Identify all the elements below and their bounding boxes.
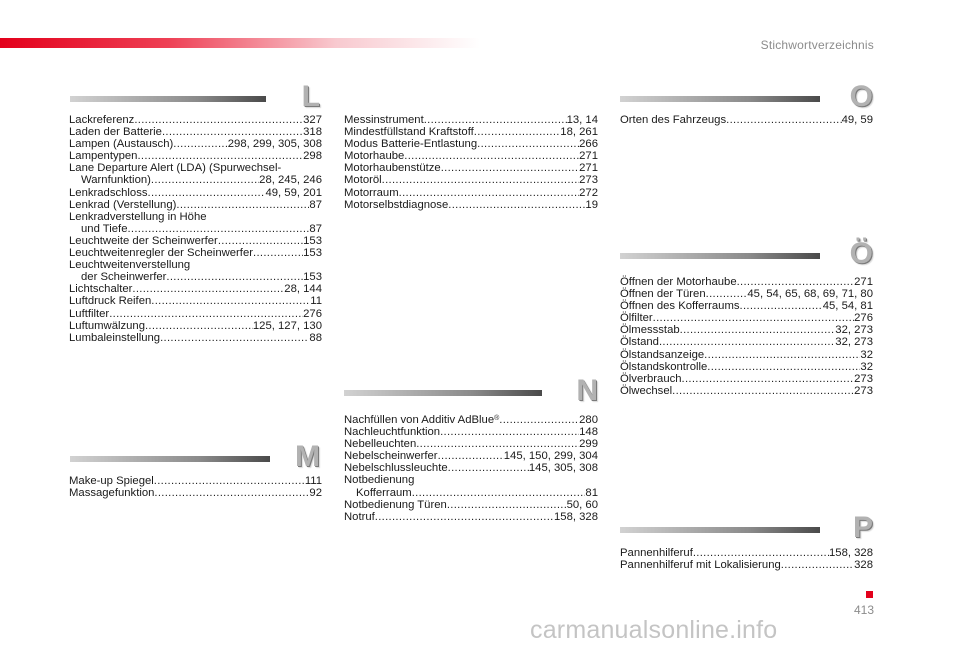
leader-dots (399, 187, 580, 199)
index-entry-pages: 32, 273 (835, 336, 873, 349)
index-entry (620, 114, 873, 126)
index-entry-term: Ölstandsanzeige (620, 348, 705, 361)
index-entry-pages: 145, 150, 299, 304 (503, 450, 598, 463)
index-entry (69, 332, 322, 344)
index-entry (344, 126, 598, 138)
leader-dots (166, 271, 303, 283)
index-entry-pages: 148 (579, 426, 598, 439)
index-entry-term: Öffnen der Türen (620, 288, 706, 301)
leader-dots (441, 162, 579, 174)
index-entry-pages: 32 (860, 360, 873, 373)
leader-dots (132, 283, 284, 295)
index-entry-term: Ölstandskontrolle (620, 360, 708, 373)
index-entry-term: Nachleuchtfunktion (344, 426, 441, 439)
index-entry-term: Lackreferenz (69, 114, 135, 126)
section-header-m (70, 438, 320, 473)
index-entry-pages: 298, 299, 305, 308 (227, 138, 322, 151)
section-letter: Ö (849, 237, 873, 270)
index-entry (344, 499, 598, 511)
index-entry-pages: 153 (303, 234, 322, 247)
index-entry (69, 475, 322, 487)
leader-dots (173, 138, 228, 150)
index-entry (620, 373, 873, 385)
index-entry (344, 462, 598, 474)
leader-dots (145, 320, 253, 332)
index-entry (344, 474, 598, 486)
leader-dots (707, 361, 860, 373)
leader-dots (375, 511, 554, 523)
index-entry (69, 283, 322, 295)
index-entry-term: Ölmessstab (620, 324, 680, 337)
index-entry-pages: 298 (303, 150, 322, 163)
index-entry (69, 247, 322, 259)
index-list-oe (620, 276, 873, 397)
index-entry-pages: 49, 59, 201 (265, 186, 322, 199)
index-entry-term: Nebelscheinwerfer (344, 450, 438, 463)
index-entry-pages: 145, 305, 308 (528, 462, 598, 475)
leader-dots (134, 114, 303, 126)
index-entry (344, 511, 598, 523)
index-entry-pages: 158, 328 (554, 510, 598, 523)
index-entry-term: Laden der Batterie (69, 126, 162, 139)
section-divider-line (70, 456, 270, 462)
index-entry-term: Kofferraum (356, 486, 412, 499)
index-entry-term: Leuchtweitenverstellung (69, 259, 191, 272)
index-entry-term: Massagefunktion (69, 487, 155, 500)
index-entry-pages: 32, 273 (835, 324, 873, 337)
index-entry (69, 271, 322, 283)
leader-dots (162, 126, 303, 138)
registered-mark: ® (494, 415, 500, 422)
leader-dots (477, 138, 579, 150)
index-entry (69, 223, 322, 235)
index-entry-pages: 276 (303, 307, 322, 320)
index-entry-pages: 266 (579, 138, 598, 151)
index-entry-term: Ölstand (620, 336, 659, 349)
index-entry-term: Luftdruck Reifen (69, 295, 152, 308)
leader-dots (438, 450, 504, 462)
index-entry (344, 138, 598, 150)
index-entry (344, 174, 598, 186)
index-entry-pages: 125, 127, 130 (252, 319, 322, 332)
section-letter: O (849, 80, 873, 113)
index-entry-term: Motorselbstdiagnose (344, 198, 449, 211)
leader-dots (440, 426, 579, 438)
index-entry-pages: 318 (303, 126, 322, 139)
index-entry-pages: 273 (854, 384, 873, 397)
index-entry-pages: 328 (854, 559, 873, 572)
index-entry-term: Lenkrad (Verstellung) (69, 198, 177, 211)
index-entry-pages: 158, 328 (829, 547, 873, 559)
index-entry (69, 259, 322, 271)
index-entry (344, 450, 598, 462)
leader-dots (137, 150, 303, 162)
index-entry (620, 385, 873, 397)
index-entry-pages: 276 (854, 312, 873, 325)
leader-dots (499, 414, 579, 426)
index-list-o (620, 114, 873, 126)
index-entry-term: Notbedienung (344, 474, 415, 487)
index-entry (69, 150, 322, 162)
section-divider-line (620, 96, 820, 102)
index-entry (344, 150, 598, 162)
leader-dots (148, 187, 266, 199)
section-letter: P (852, 511, 873, 544)
index-entry (344, 426, 598, 438)
section-divider-line (620, 527, 820, 533)
index-entry-term: Notbedienung Türen (344, 498, 447, 511)
index-entry-term: der Scheinwerfer (81, 271, 167, 284)
index-entry (69, 162, 322, 174)
leader-dots (154, 475, 305, 487)
index-entry (344, 114, 598, 126)
index-entry-pages: 45, 54, 65, 68, 69, 71, 80 (747, 288, 873, 301)
leader-dots (382, 174, 579, 186)
section-header-o (620, 78, 873, 113)
index-entry-pages: 92 (309, 487, 322, 500)
index-entry-term: Lane Departure Alert (LDA) (Spurwechsel- (69, 162, 282, 175)
index-entry (69, 235, 322, 247)
leader-dots (448, 462, 529, 474)
index-entry (69, 138, 322, 150)
page-header-title: Stichwortverzeichnis (760, 38, 874, 52)
index-entry (69, 295, 322, 307)
index-entry-pages: 273 (854, 372, 873, 385)
index-entry-term: Modus Batterie-Entlastung (344, 138, 478, 151)
leader-dots (706, 288, 748, 300)
index-entry-pages: 280 (579, 414, 598, 426)
index-entry-term: und Tiefe (81, 222, 128, 235)
section-letter: N (576, 374, 598, 407)
index-entry-term: Ölfilter (620, 312, 653, 325)
index-entry-pages: 87 (309, 222, 322, 235)
leader-dots (176, 199, 309, 211)
leader-dots (740, 300, 823, 312)
index-entry-term: Lumbaleinstellung (69, 331, 161, 344)
index-entry (344, 187, 598, 199)
leader-dots (781, 559, 854, 571)
index-entry-term: Orten des Fahrzeugs (620, 114, 727, 126)
index-entry-pages: 49, 59 (841, 114, 873, 126)
section-divider-line (70, 96, 266, 102)
header-accent-bar (0, 38, 480, 48)
index-entry-term: Luftumwälzung (69, 319, 145, 332)
index-entry (620, 300, 873, 312)
index-entry (69, 126, 322, 138)
index-entry-term: Leuchtweite der Scheinwerfer (69, 234, 218, 247)
index-entry (69, 199, 322, 211)
index-list-l (69, 114, 322, 344)
index-entry-term: Öffnen der Motorhaube (620, 276, 737, 288)
leader-dots (653, 312, 855, 324)
index-entry-term: Lenkradverstellung in Höhe (69, 210, 207, 223)
index-entry-pages: 28, 144 (284, 283, 322, 296)
index-entry-term: Öffnen des Kofferraums (620, 300, 740, 313)
index-entry-pages: 273 (579, 174, 598, 187)
leader-dots (109, 308, 303, 320)
leader-dots (412, 487, 586, 499)
leader-dots (704, 349, 860, 361)
page-number: 413 (853, 603, 874, 617)
index-entry-pages: 271 (579, 150, 598, 163)
index-entry (620, 547, 873, 559)
index-entry-pages: 271 (579, 162, 598, 175)
index-entry (344, 199, 598, 211)
index-entry (69, 174, 322, 186)
index-entry-pages: 271 (854, 276, 873, 288)
index-entry (69, 308, 322, 320)
leader-dots (154, 487, 309, 499)
index-entry-pages: 19 (585, 198, 598, 211)
index-entry-term: Motorhaube (344, 150, 405, 163)
index-entry (69, 320, 322, 332)
index-entry-term: Pannenhilferuf (620, 547, 693, 559)
index-entry-pages: 18, 261 (560, 126, 598, 139)
index-entry (344, 487, 598, 499)
index-entry (344, 162, 598, 174)
index-entry (69, 187, 322, 199)
index-entry-term: Lenkradschloss (69, 186, 148, 199)
leader-dots (447, 499, 567, 511)
index-entry-term: Warnfunktion) (81, 174, 151, 187)
index-entry (620, 559, 873, 571)
index-entry (69, 487, 322, 499)
index-entry-pages: 45, 54, 81 (822, 300, 873, 313)
leader-dots (218, 235, 303, 247)
index-entry-term: Ölverbrauch (620, 372, 682, 385)
index-entry-term: Lampen (Austausch) (69, 138, 174, 151)
index-entry-term: Motorhaubenstütze (344, 162, 441, 175)
leader-dots (424, 114, 567, 126)
index-list-m-part2 (344, 114, 598, 211)
index-entry-pages: 327 (303, 114, 322, 126)
index-entry-term: Make-up Spiegel (69, 475, 154, 487)
index-entry (344, 438, 598, 450)
index-entry-term: Pannenhilferuf mit Lokalisierung (620, 559, 781, 572)
leader-dots (680, 324, 836, 336)
leader-dots (416, 438, 579, 450)
index-entry-term: Messinstrument (344, 114, 424, 126)
index-entry (620, 324, 873, 336)
index-entry-pages: 299 (579, 438, 598, 451)
index-entry-term: Notruf (344, 510, 375, 523)
index-entry-term: Mindestfüllstand Kraftstoff (344, 126, 474, 139)
index-entry-pages: 272 (579, 186, 598, 199)
index-list-p (620, 547, 873, 571)
leader-dots (682, 373, 855, 385)
watermark-text: carmanualsonline.info (530, 616, 778, 644)
index-entry (620, 276, 873, 288)
index-entry-pages: 153 (303, 247, 322, 260)
index-entry (620, 288, 873, 300)
leader-dots (726, 114, 841, 126)
index-entry (620, 361, 873, 373)
leader-dots (448, 199, 585, 211)
index-entry-pages: 11 (310, 295, 322, 308)
section-header-n (344, 372, 598, 407)
section-letter: L (301, 80, 320, 113)
leader-dots (404, 150, 579, 162)
index-entry-term: Ölwechsel (620, 384, 673, 397)
index-entry (620, 312, 873, 324)
index-entry-pages: 13, 14 (566, 114, 598, 126)
index-entry-term: Leuchtweitenregler der Scheinwerfer (69, 247, 253, 260)
leader-dots (737, 276, 855, 288)
section-divider-line (344, 390, 542, 396)
section-divider-line (620, 253, 820, 259)
index-entry-pages: 153 (303, 271, 322, 284)
leader-dots (151, 174, 259, 186)
index-entry (620, 349, 873, 361)
leader-dots (151, 295, 310, 307)
index-entry-term: Nachfüllen von Additiv AdBlue® (344, 414, 500, 426)
index-entry (69, 211, 322, 223)
index-entry-pages: 88 (309, 331, 322, 344)
leader-dots (253, 247, 303, 259)
leader-dots (474, 126, 561, 138)
index-entry-term: Motorraum (344, 186, 399, 199)
leader-dots (127, 223, 309, 235)
index-entry (620, 336, 873, 348)
index-entry (344, 414, 598, 426)
leader-dots (160, 332, 309, 344)
section-header-oe (620, 235, 873, 270)
index-entry-pages: 28, 245, 246 (259, 174, 322, 187)
section-header-l (70, 78, 320, 113)
section-header-p (620, 509, 873, 544)
section-letter: M (295, 440, 320, 473)
leader-dots (693, 547, 829, 559)
index-entry-pages: 87 (309, 198, 322, 211)
index-entry-pages: 50, 60 (566, 498, 598, 511)
page-marker-square (866, 591, 873, 598)
index-entry-term: Lampentypen (69, 150, 138, 163)
leader-dots (659, 336, 835, 348)
index-entry-term: Motoröl (344, 174, 382, 187)
index-entry-pages: 81 (585, 486, 598, 499)
index-entry-term: Nebelschlussleuchte (344, 462, 448, 475)
index-entry-pages: 32 (860, 348, 873, 361)
index-list-m-part1 (69, 475, 322, 499)
index-entry-term: Luftfilter (69, 307, 110, 320)
index-entry-term: Lichtschalter (69, 283, 133, 296)
index-entry (69, 114, 322, 126)
index-entry-pages: 111 (304, 475, 322, 487)
index-entry-term: Nebelleuchten (344, 438, 417, 451)
leader-dots (672, 385, 854, 397)
index-list-n (344, 414, 598, 523)
